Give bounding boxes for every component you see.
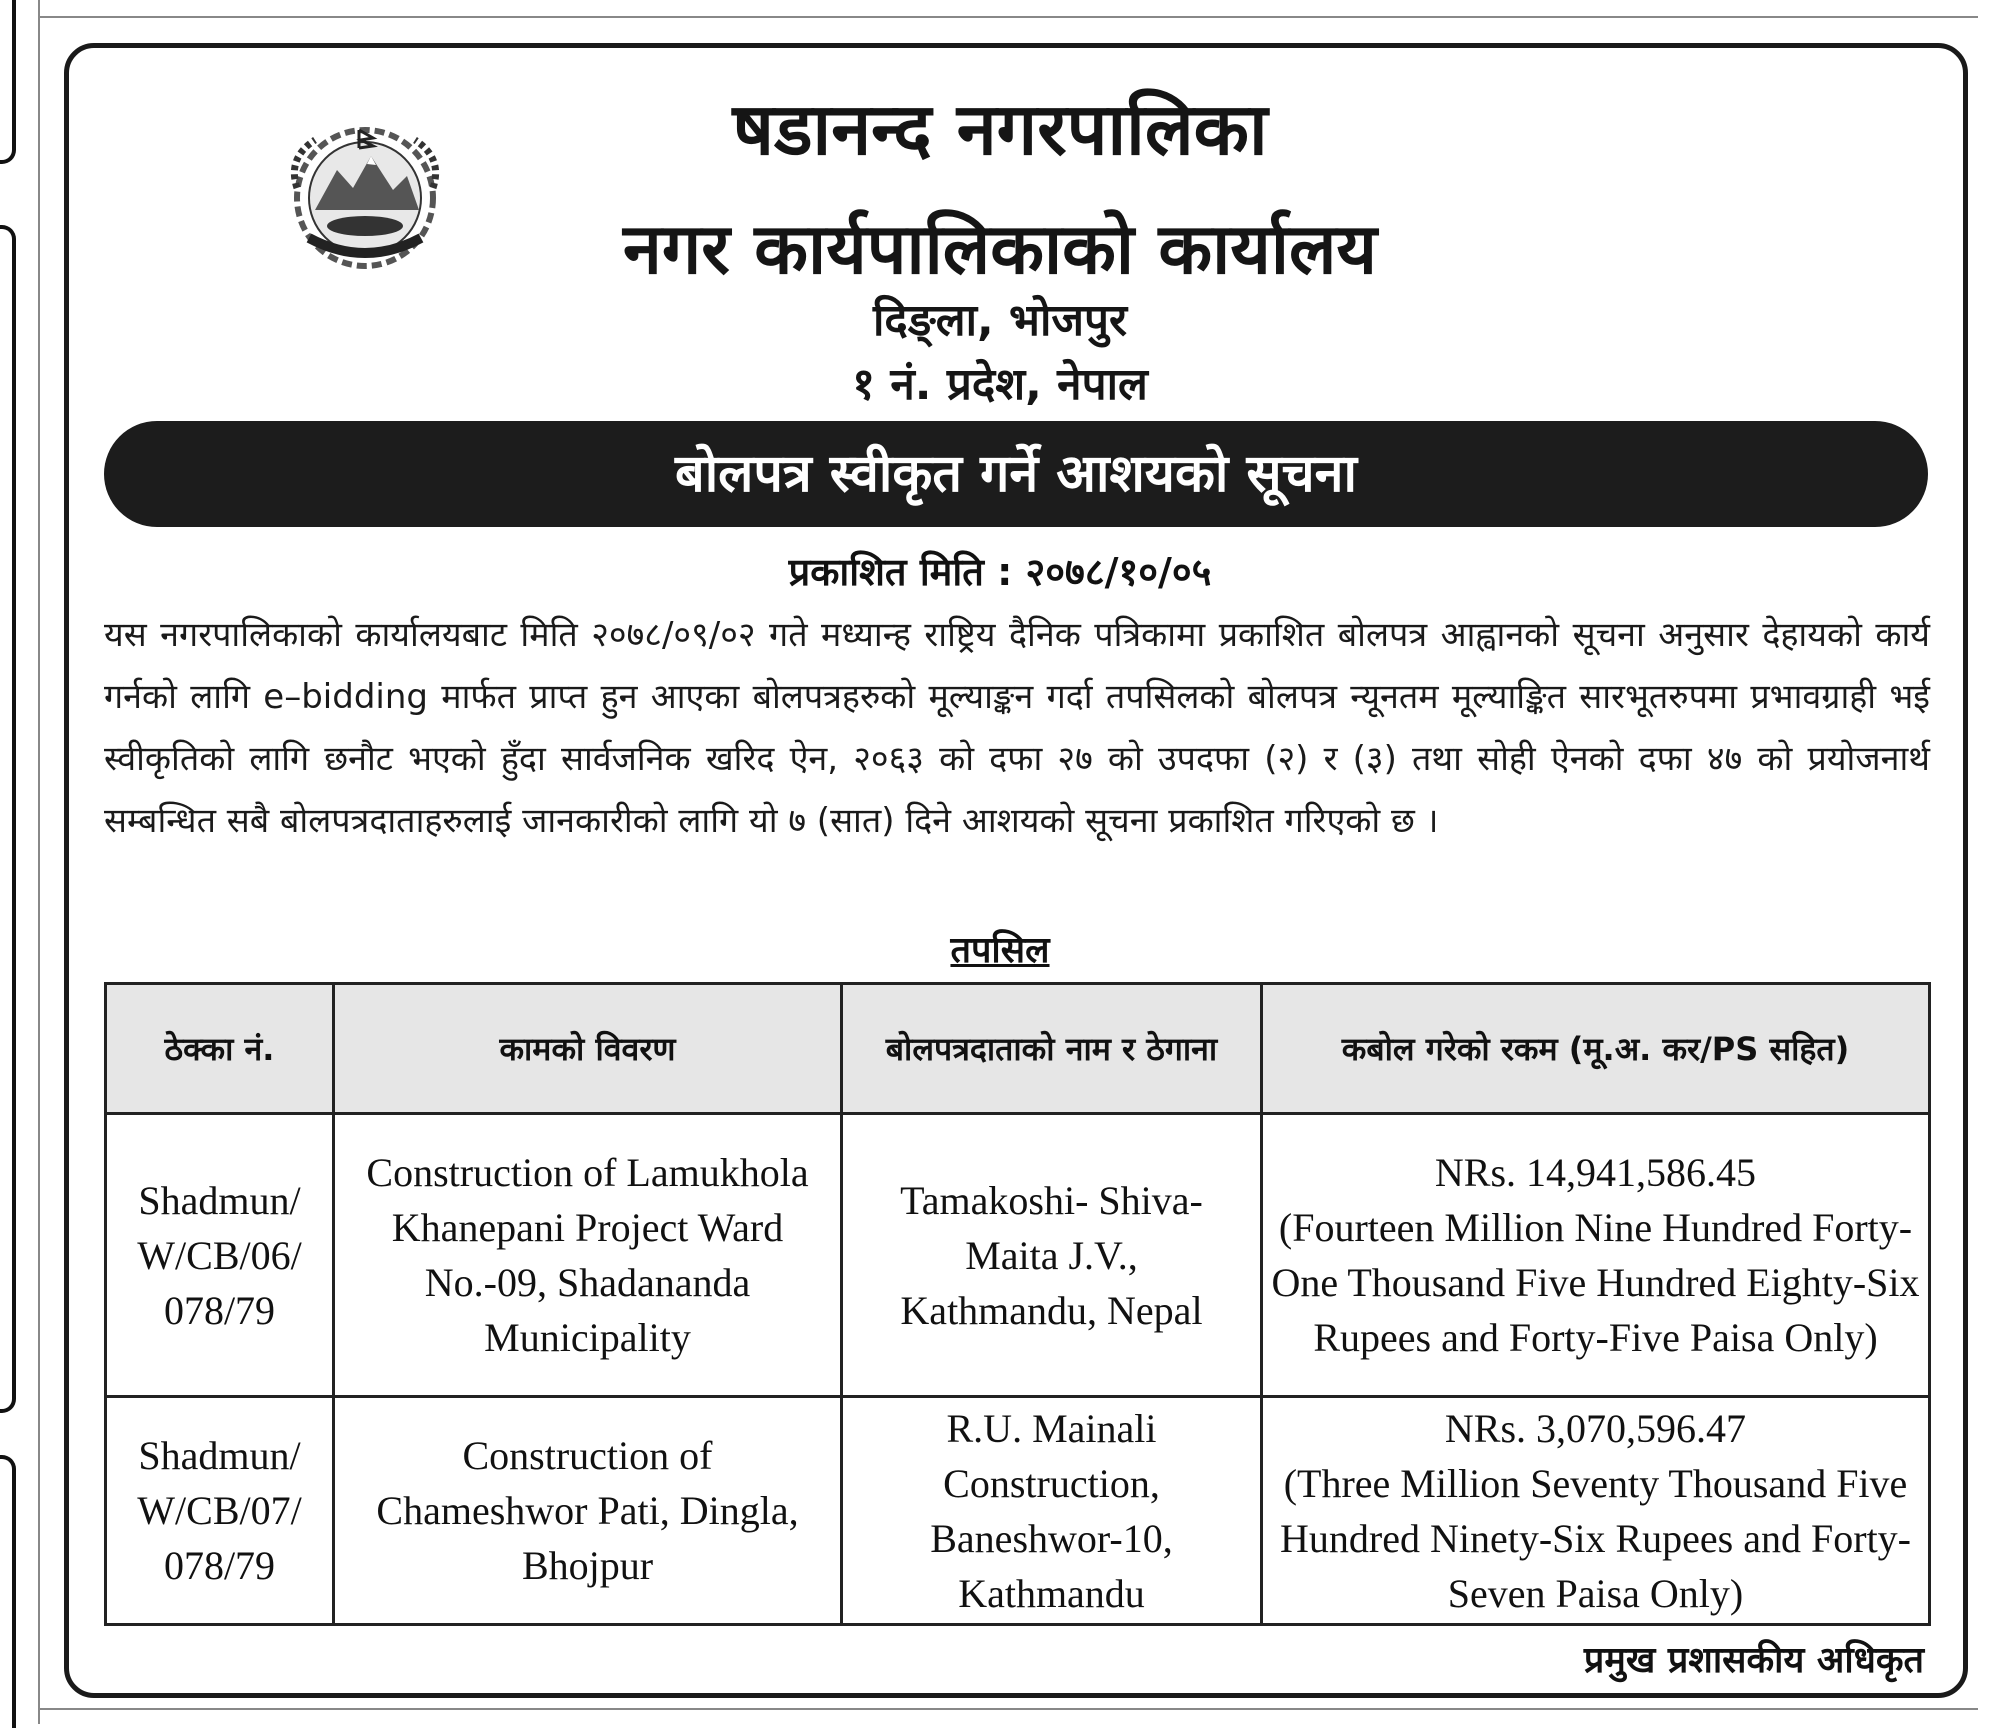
table-header-row [106,984,1930,1114]
signatory-title: प्रमुख प्रशासकीय अधिकृत [1583,1640,1924,1681]
work-description-cell: Construction of Chameshwor Pati, Dingla, Bhojpur [334,1397,842,1625]
amount-in-words: (Fourteen Million Nine Hundred Forty-One Thousand Five Hundred Eighty-Six Rupees and Forty-Five Paisa Only) [1271,1205,1920,1360]
published-date: प्रकाशित मिति : २०७८/१०/०५ [788,550,1212,594]
col-header-amount: कबोल गरेको रकम (मू.अ. कर/PS सहित) [1262,984,1930,1114]
table-row [106,1114,1930,1397]
office-name: नगर कार्यपालिकाको कार्यालय [622,208,1378,290]
contract-no-cell: Shadmun/ W/CB/06/ 078/79 [106,1114,334,1397]
bidder-cell: R.U. Mainali Construction, Baneshwor-10, Kathmandu [842,1397,1262,1625]
work-description-cell: Construction of Lamukhola Khanepani Project Ward No.-09, Shadananda Municipality [334,1114,842,1397]
contract-no-cell: Shadmun/ W/CB/07/ 078/79 [106,1397,334,1625]
details-heading: तपसिल [950,930,1050,971]
amount-cell [1262,1397,1930,1625]
notice-title-banner [104,421,1928,527]
page-top-rule [38,16,1978,18]
amount-cell [1262,1114,1930,1397]
adjacent-column-fragment [0,1455,16,1728]
col-header-bidder: बोलपत्रदाताको नाम र ठेगाना [842,984,1262,1114]
amount-in-words: (Three Million Seventy Thousand Five Hundred Ninety-Six Rupees and Forty-Seven Paisa Only) [1279,1460,1911,1616]
bidder-cell: Tamakoshi- Shiva-Maita J.V., Kathmandu, Nepal [842,1114,1262,1397]
page-bottom-rule [38,1708,1978,1710]
province-line: १ नं. प्रदेश, नेपाल [852,359,1148,410]
amount-figure: NRs. 3,070,596.47 [1444,1405,1747,1451]
municipality-name: षडानन्द नगरपालिका [732,87,1268,171]
contracts-table [104,982,1931,1626]
amount-figure: NRs. 14,941,586.45 [1434,1150,1757,1195]
office-location: दिङ्ला, भोजपुर [872,295,1127,346]
col-header-work-description: कामको विवरण [334,984,842,1114]
table-row [106,1397,1930,1625]
notice-title: बोलपत्र स्वीकृत गर्ने आशयको सूचना [675,444,1357,504]
col-header-contract-no: ठेक्का नं. [106,984,334,1114]
notice-body-paragraph: यस नगरपालिकाको कार्यालयबाट मिति २०७८/०९/०२ गते मध्यान्ह राष्ट्रिय दैनिक पत्रिकामा प्रकाशित बोलपत्र आह्वानको सूचना अनुसार देहायको कार्य गर्नको लागि e–bidding मार्फत प्राप्त हुन आएका बोलपत्रहरुको मूल्याङ्कन गर्दा तपसिलको बोलपत्र न्यूनतम मूल्याङ्कित सारभूतरुपमा प्रभावग्राही भई स्वीकृतिको लागि छनौट भएको हुँदा सार्वजनिक खरिद ऐन, २०६३ को दफा २७ को उपदफा (२) र (३) तथा सोही ऐनको दफा ४७ को प्रयोजनार्थ सम्बन्धित सबै बोलपत्रदाताहरुलाई जानकारीको लागि यो ७ (सात) दिने आशयको सूचना प्रकाशित गरिएको छ । [104,615,1930,841]
